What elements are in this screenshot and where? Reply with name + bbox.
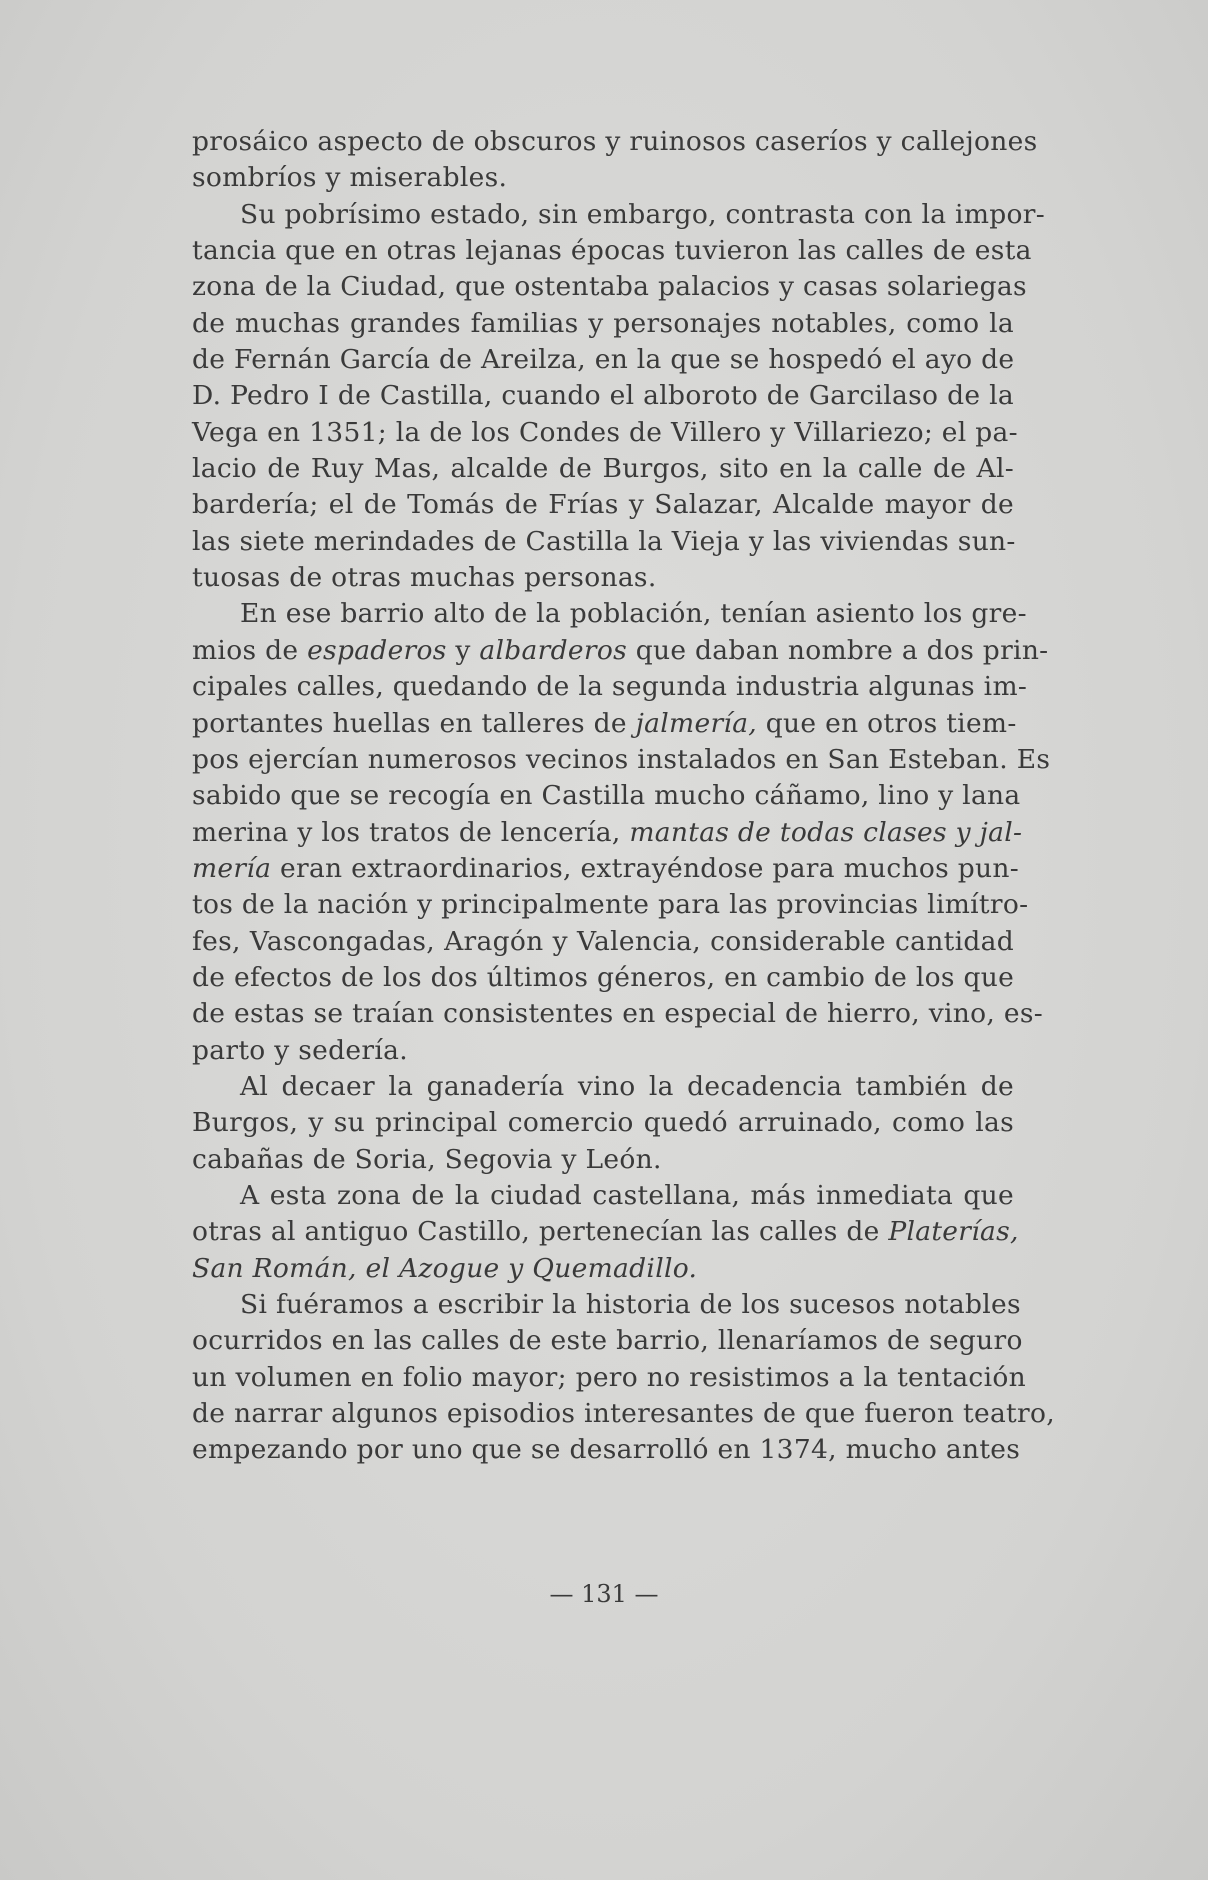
text-run: bardería; el de Tomás de Frías y Salazar, Alcalde mayor de: [192, 489, 1014, 521]
italic-text: mería: [192, 852, 272, 884]
text-run: Si fuéramos a escribir la historia de los sucesos notables: [240, 1289, 1021, 1320]
text-run: Burgos, y su principal comercio quedó arruinado, como las: [192, 1107, 1014, 1139]
text-run: un volumen en folio mayor; pero no resistimos a la tentación: [192, 1361, 1026, 1393]
text-line: [192, 887, 1029, 923]
text-line: [192, 487, 1014, 523]
text-run: que en otros tiem-: [757, 707, 1017, 739]
italic-text: San Román, el Azogue y Quemadillo.: [192, 1252, 698, 1284]
text-run: lacio de Ruy Mas, alcalde de Burgos, sito en la calle de Al-: [192, 453, 1014, 485]
text-line: [192, 1105, 1014, 1141]
text-line: [192, 706, 1017, 742]
text-line: [192, 160, 1014, 196]
italic-text: mantas de todas clases y jal-: [629, 816, 1023, 848]
text-line: [192, 778, 1021, 814]
text-run: En ese barrio alto de la población, tenían asiento los gre-: [240, 598, 1027, 630]
text-line: [192, 851, 1020, 887]
text-run: ocurridos en las calles de este barrio, llenaríamos de seguro: [192, 1325, 1023, 1357]
text-line: [192, 451, 1014, 487]
text-line: [192, 197, 1045, 233]
text-run: eran extraordinarios, extrayéndose para muchos pun-: [271, 852, 1020, 884]
italic-text: albarderos: [479, 634, 627, 666]
text-run: Vega en 1351; la de los Condes de Villero y Villariezo; el pa-: [192, 416, 1018, 448]
text-line: [192, 560, 1014, 596]
text-line: [192, 1396, 1055, 1432]
text-line: [192, 996, 1043, 1032]
text-line: [192, 1287, 1021, 1323]
text-run: y: [446, 634, 480, 666]
text-line: [192, 378, 1014, 414]
text-line: [192, 524, 1014, 560]
text-run: de efectos de los dos últimos géneros, en cambio de los que: [192, 961, 1015, 993]
text-run: tuosas de otras muchas personas.: [192, 562, 657, 594]
text-run: empezando por uno que se desarrolló en 1374, mucho antes: [192, 1434, 1021, 1466]
italic-text: espaderos: [307, 634, 447, 666]
text-line: [192, 742, 1051, 778]
text-line: [192, 669, 1028, 705]
text-line: [192, 596, 1027, 632]
text-line: [192, 233, 1032, 269]
text-line: [192, 1069, 1014, 1105]
text-line: [192, 1432, 1021, 1468]
text-line: [192, 1360, 1026, 1396]
text-run: de Fernán García de Areilza, en la que se hospedó el ayo de: [192, 344, 1015, 376]
text-run: pos ejercían numerosos vecinos instalados en San Esteban. Es: [192, 743, 1051, 775]
text-run: A esta zona de la ciudad castellana, más inmediata que: [240, 1179, 1014, 1211]
text-run: cabañas de Soria, Segovia y León.: [192, 1143, 662, 1175]
text-run: de muchas grandes familias y personajes notables, como la: [192, 307, 1014, 339]
text-run: cipales calles, quedando de la segunda industria algunas im-: [192, 671, 1028, 703]
text-run: merina y los tratos de lencería,: [192, 816, 630, 848]
text-line: [192, 342, 1014, 378]
text-run: que daban nombre a dos prin-: [626, 634, 1049, 666]
text-line: [192, 815, 1023, 851]
text-line: [192, 415, 1018, 451]
text-run: sabido que se recogía en Castilla mucho cáñamo, lino y lana: [192, 780, 1021, 812]
text-run: portantes huellas en talleres de: [192, 707, 636, 739]
text-run: Su pobrísimo estado, sin embargo, contrasta con la impor-: [240, 198, 1045, 230]
text-run: D. Pedro I de Castilla, cuando el alboroto de Garcilaso de la: [192, 380, 1014, 412]
body-text: [192, 124, 1055, 1469]
text-line: [192, 1214, 1019, 1250]
text-run: parto y sedería.: [192, 1034, 408, 1066]
text-run: zona de la Ciudad, que ostentaba palacios y casas solariegas: [192, 271, 1027, 303]
text-run: mios de: [192, 634, 308, 666]
text-run: otras al antiguo Castillo, pertenecían las calles de: [192, 1216, 889, 1248]
text-line: [192, 1033, 1014, 1069]
text-run: sombríos y miserables.: [192, 162, 508, 194]
text-line: [192, 306, 1014, 342]
text-run: fes, Vascongadas, Aragón y Valencia, considerable cantidad: [192, 925, 1014, 957]
italic-text: jalmería,: [635, 707, 758, 739]
text-run: tos de la nación y principalmente para las provincias limítro-: [192, 889, 1029, 921]
text-line: [192, 269, 1027, 305]
italic-text: Platerías,: [888, 1216, 1019, 1248]
page-number: — 131 —: [549, 1580, 659, 1608]
text-run: las siete merindades de Castilla la Vieja y las viviendas sun-: [192, 525, 1016, 557]
text-line: [192, 1178, 1014, 1214]
text-run: tancia que en otras lejanas épocas tuvieron las calles de esta: [192, 235, 1032, 267]
text-run: de narrar algunos episodios interesantes de que fueron teatro,: [192, 1398, 1055, 1430]
text-run: prosáico aspecto de obscuros y ruinosos caseríos y callejones: [192, 126, 1038, 157]
text-line: [192, 1323, 1023, 1359]
text-line: [192, 1251, 1014, 1287]
text-line: [192, 124, 1038, 160]
text-line: [192, 960, 1014, 996]
text-line: [192, 1142, 1014, 1178]
text-run: Al decaer la ganadería vino la decadencia también de: [240, 1070, 1014, 1102]
text-run: de estas se traían consistentes en especial de hierro, vino, es-: [192, 998, 1043, 1030]
text-line: [192, 924, 1014, 960]
text-line: [192, 633, 1049, 669]
